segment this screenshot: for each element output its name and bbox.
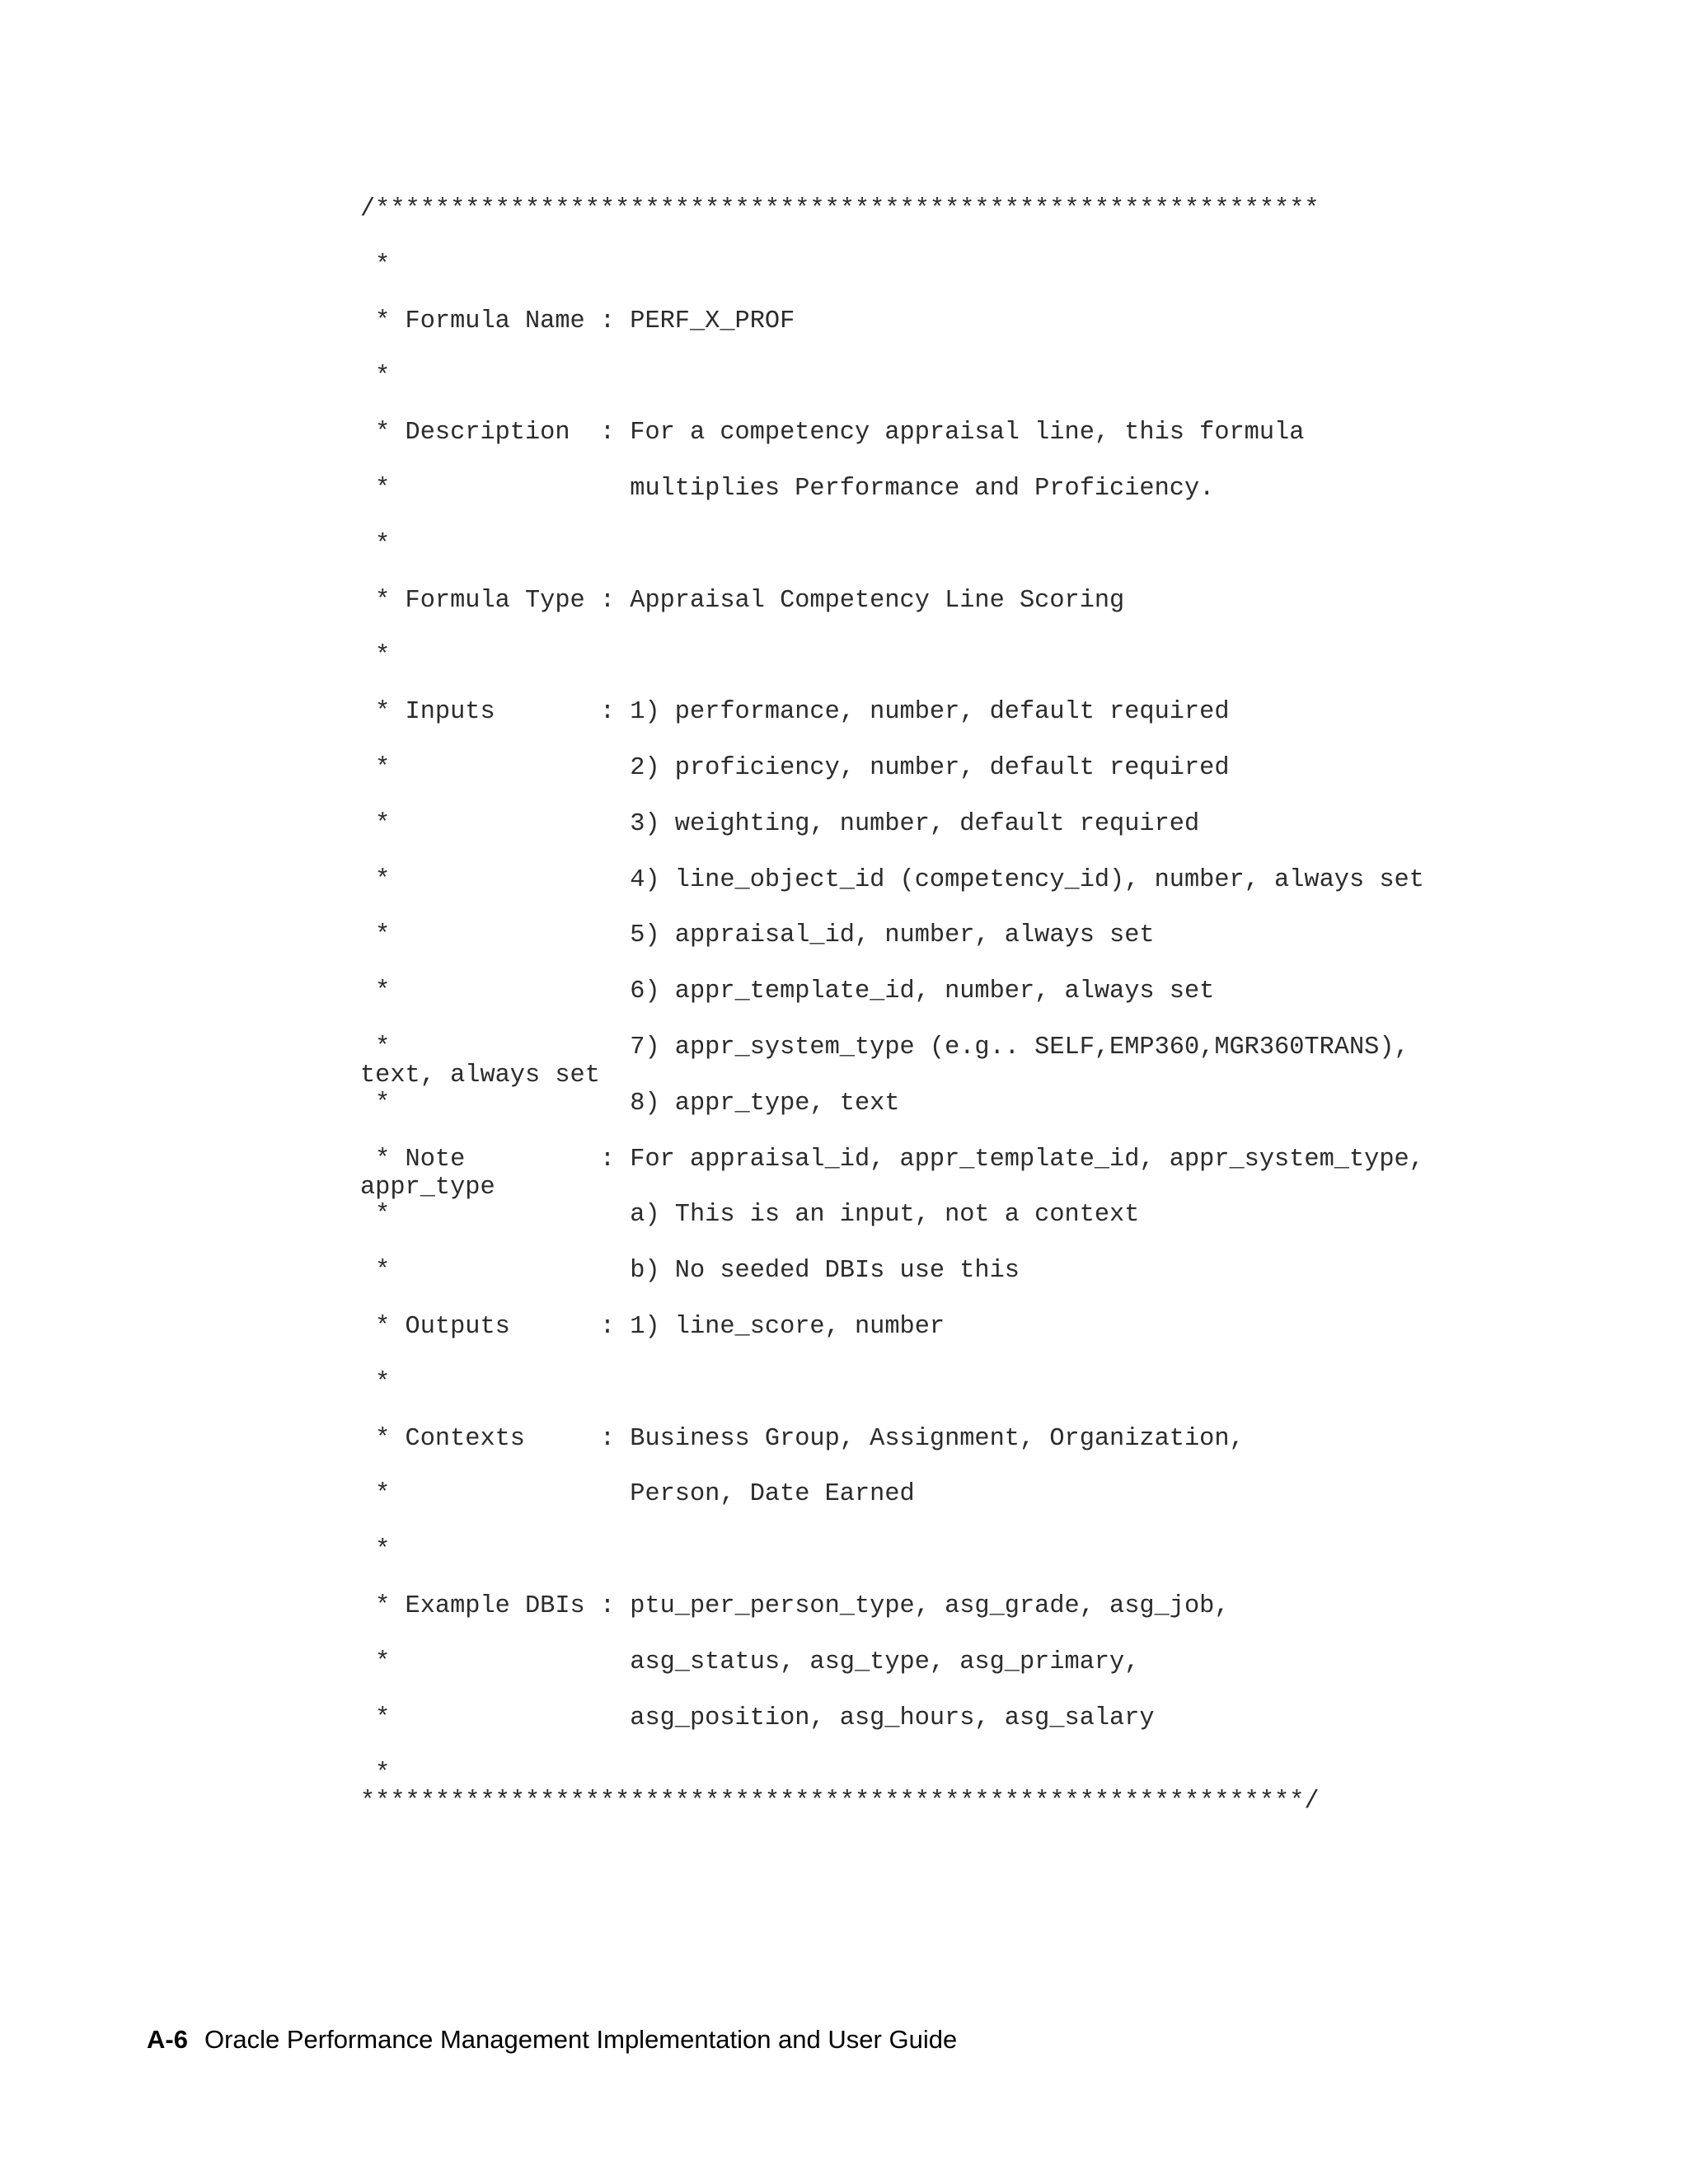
code-line-input-8: * 8) appr_type, text [360, 1089, 900, 1118]
code-line-input-4: * 4) line_object_id (competency_id), number, always set [360, 865, 1424, 894]
code-line-note: * Note : For appraisal_id, appr_template_id, appr_system_type, appr_type [360, 1145, 1424, 1202]
code-line-input-1: * Inputs : 1) performance, number, default required [360, 698, 1230, 727]
code-line-input-3: * 3) weighting, number, default required [360, 809, 1200, 838]
code-line-input-2: * 2) proficiency, number, default required [360, 753, 1230, 782]
page-footer [147, 2025, 957, 2055]
code-line-example-dbis-cont: * asg_position, asg_hours, asg_salary [360, 1704, 1155, 1732]
code-line-description-cont: * multiplies Performance and Proficiency. [360, 474, 1215, 503]
code-line-input-6: * 6) appr_template_id, number, always set [360, 977, 1215, 1006]
code-line-input-5: * 5) appraisal_id, number, always set [360, 921, 1155, 950]
code-line-description: * Description : For a competency appraisal line, this formula [360, 419, 1305, 448]
code-line-contexts: * Contexts : Business Group, Assignment, Organization, [360, 1424, 1245, 1453]
formula-header-comment [360, 195, 1514, 1816]
code-line-formula-type: * Formula Type : Appraisal Competency Line Scoring [360, 586, 1125, 615]
code-line-formula-name: * Formula Name : PERF_X_PROF [360, 307, 795, 335]
code-line-example-dbis-cont: * asg_status, asg_type, asg_primary, [360, 1647, 1140, 1676]
code-line: * [360, 251, 391, 279]
code-line: * [360, 530, 391, 559]
code-line: /*************************************************************** [360, 195, 1320, 223]
code-line-example-dbis: * Example DBIs : ptu_per_person_type, asg_grade, asg_job, [360, 1591, 1230, 1620]
code-line-note-b: * b) No seeded DBIs use this [360, 1257, 1020, 1286]
code-line-comment-end: * ***************************************************************/ [360, 1760, 1320, 1816]
page-number: A-6 [147, 2025, 188, 2054]
code-line: * [360, 642, 391, 671]
book-title: Oracle Performance Management Implementation and User Guide [204, 2025, 958, 2054]
code-line-outputs: * Outputs : 1) line_score, number [360, 1312, 945, 1341]
code-line-contexts-cont: * Person, Date Earned [360, 1480, 915, 1509]
code-line-input-7: * 7) appr_system_type (e.g.. SELF,EMP360,MGR360TRANS), text, always set [360, 1033, 1409, 1090]
code-line-note-a: * a) This is an input, not a context [360, 1201, 1140, 1230]
code-line: * [360, 363, 391, 391]
code-line: * [360, 1368, 391, 1397]
code-line: * [360, 1536, 391, 1565]
